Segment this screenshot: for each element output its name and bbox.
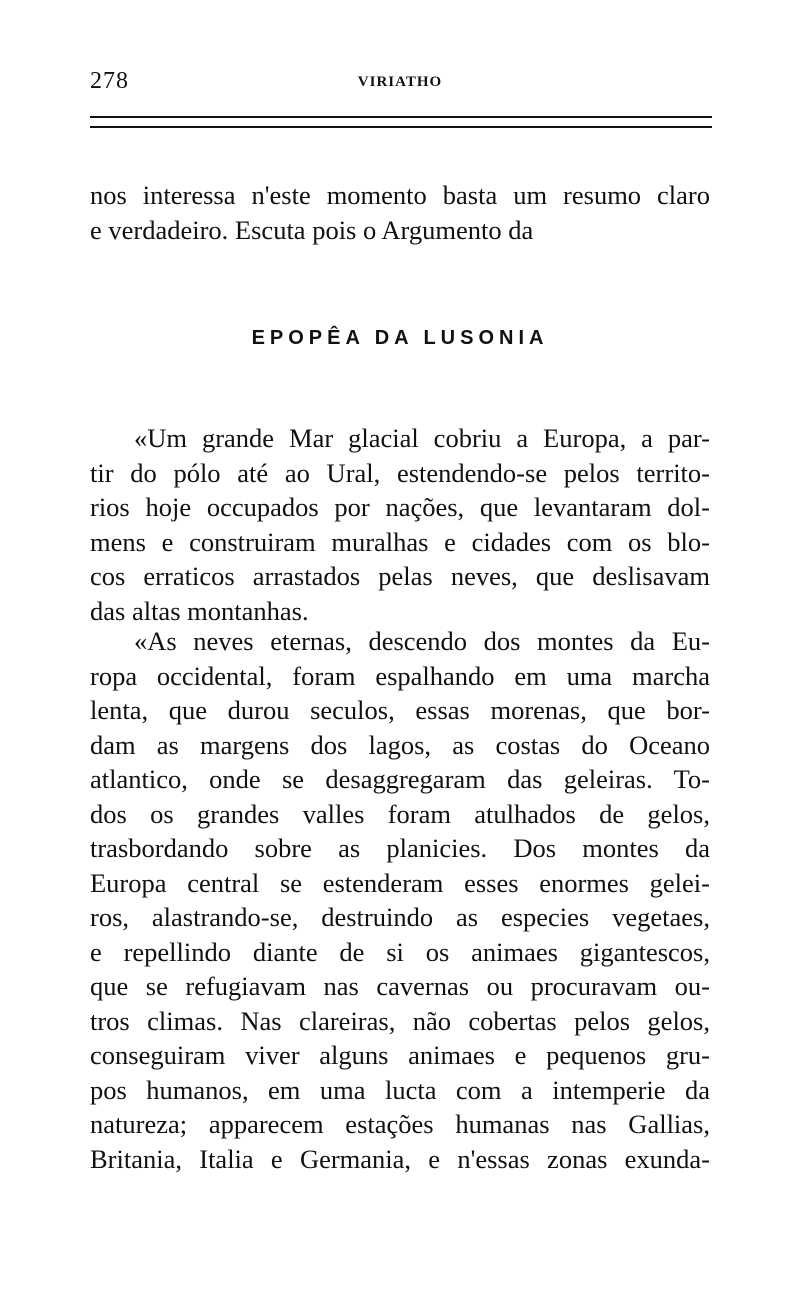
- section-heading: EPOPÊA DA LUSONIA: [251, 327, 549, 349]
- text-line: nos interessa n'este momento basta um resumo claro: [90, 180, 710, 210]
- text-line: ropa occidental, foram espalhando em uma marcha: [90, 660, 710, 691]
- text-line: lenta, que durou seculos, essas morenas, que bor-: [90, 695, 710, 725]
- text-line: conseguiram viver alguns animaes e pequenos gru-: [90, 1040, 710, 1070]
- text-line: Europa central se estenderam esses enormes gelei-: [90, 867, 710, 898]
- page-header: [90, 68, 710, 98]
- text-line: tir do pólo até ao Ural, estendendo-se pelos territo-: [90, 457, 710, 488]
- text-line: rios hoje occupados por nações, que levantaram dol-: [90, 492, 710, 522]
- text-line: Britania, Italia e Germania, e n'essas zonas exunda-: [90, 1143, 710, 1174]
- page-number: 278: [90, 68, 129, 94]
- text-line: pos humanos, em uma lucta com a intemperie da: [90, 1074, 710, 1105]
- text-line: [90, 624, 710, 659]
- text-line: e verdadeiro. Escuta pois o Argumento da: [90, 214, 534, 245]
- text-line: tros climas. Nas clareiras, não cobertas pelos gelos,: [90, 1005, 710, 1036]
- text-line: cos erraticos arrastados pelas neves, que deslisavam: [90, 561, 710, 591]
- text-line: e repellindo diante de si os animaes gigantescos,: [90, 936, 710, 967]
- header-rule-bottom: [90, 126, 712, 128]
- text-line: [90, 421, 710, 456]
- text-line: dos os grandes valles foram atulhados de gelos,: [90, 798, 710, 829]
- running-title: VIRIATHO: [357, 74, 443, 90]
- paragraph-1: [90, 421, 710, 628]
- text-line: das altas montanhas.: [90, 595, 309, 626]
- paragraph-2: [90, 624, 710, 1176]
- intro-paragraph: [90, 178, 710, 247]
- text-line: que se refugiavam nas cavernas ou procuravam ou-: [90, 971, 710, 1001]
- text-line: natureza; apparecem estações humanas nas Gallias,: [90, 1109, 710, 1139]
- text-line-content: «As neves eternas, descendo dos montes da Eu-: [134, 626, 710, 656]
- text-line: trasbordando sobre as planicies. Dos montes da: [90, 833, 710, 863]
- text-line: ros, alastrando-se, destruindo as especies vegetaes,: [90, 902, 710, 932]
- text-line: mens e construiram muralhas e cidades com os blo-: [90, 526, 710, 557]
- text-line: atlantico, onde se desaggregaram das geleiras. To-: [90, 764, 710, 794]
- header-rule-top: [90, 116, 712, 118]
- text-line: dam as margens dos lagos, as costas do Oceano: [90, 729, 710, 760]
- text-line-content: «Um grande Mar glacial cobriu a Europa, a par-: [134, 423, 710, 453]
